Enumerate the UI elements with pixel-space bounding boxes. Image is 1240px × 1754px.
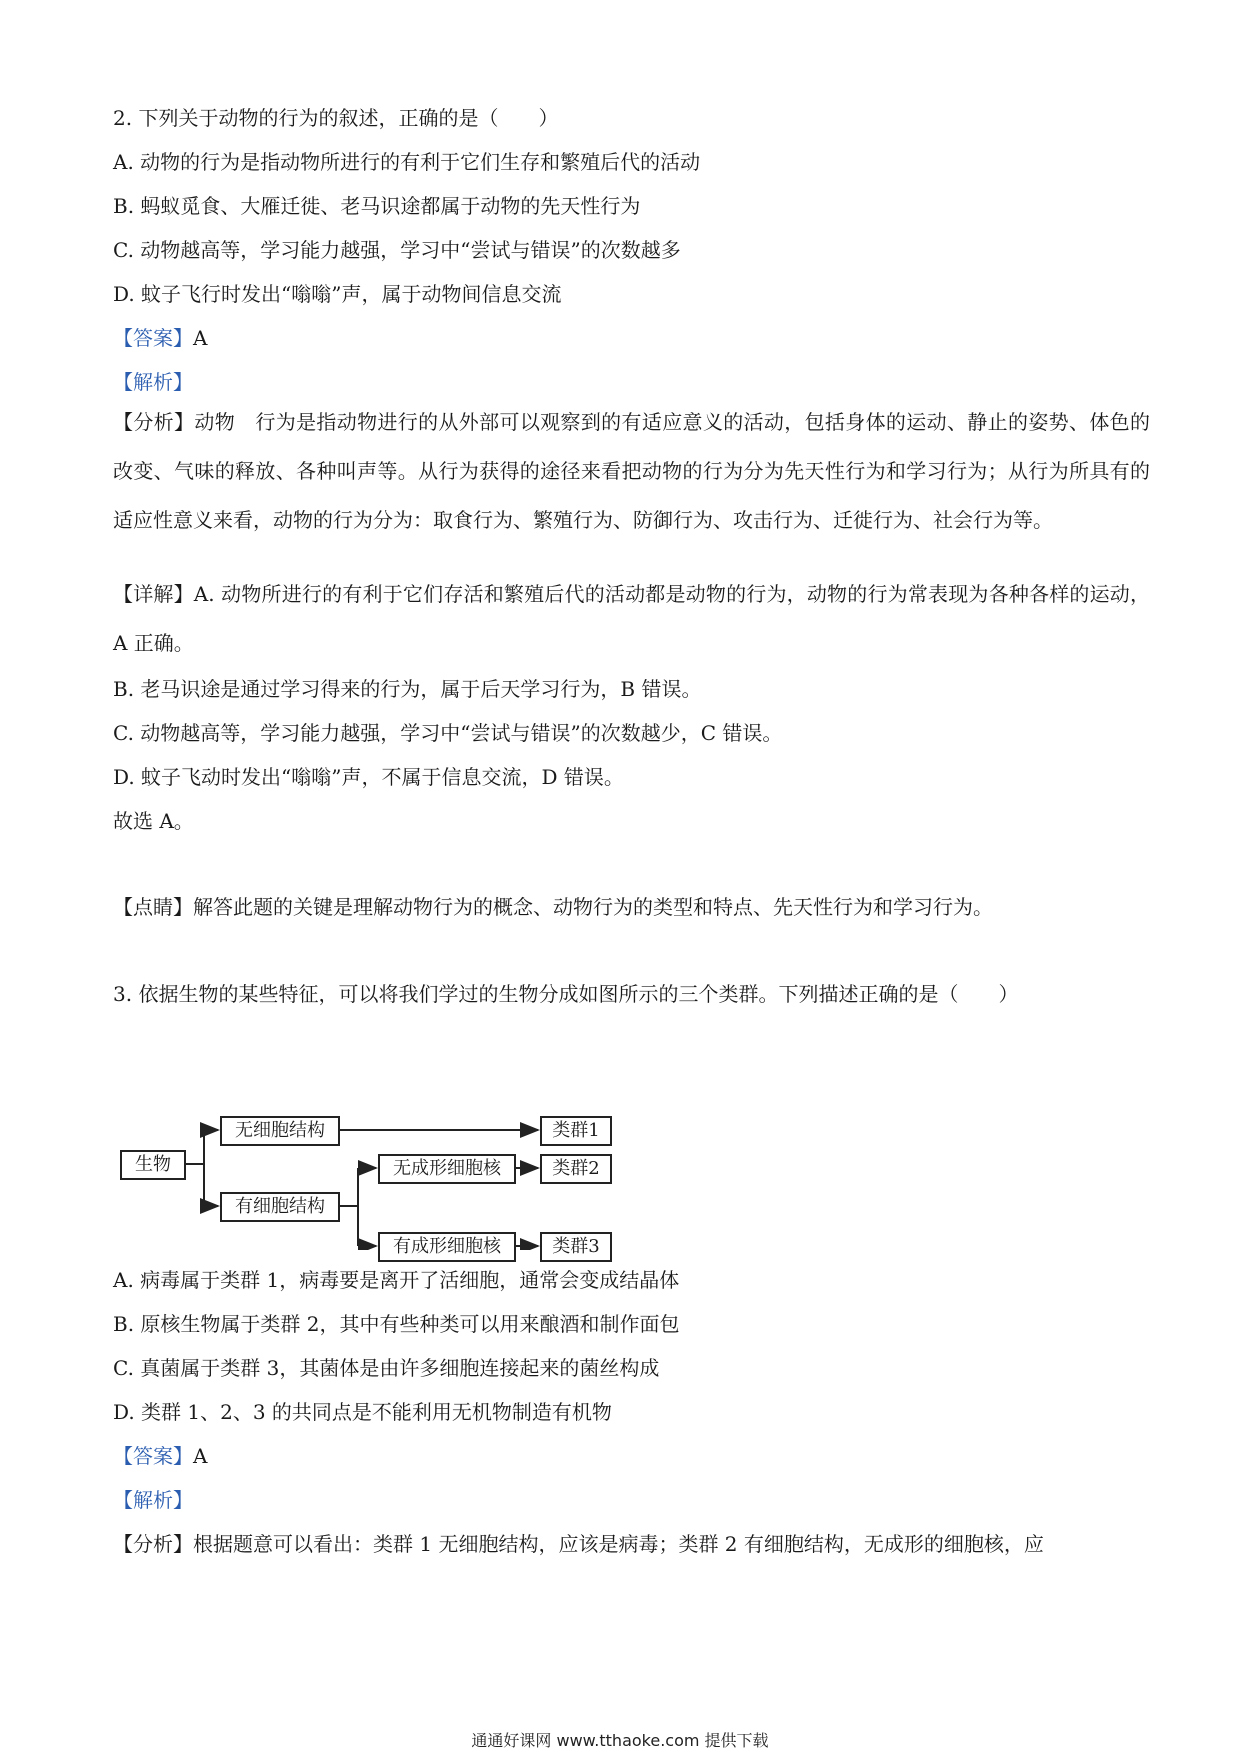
analysis-text: 动物 行为是指动物进行的从外部可以观察到的有适应意义的活动，包括身体的运动、静止的姿势、体色的改变、气味的释放、各种叫声等。从行为获得的途径来看把动物的行为分为先天性行为和学习行为；从行为所具有的适应性意义来看，动物的行为分为：取食行为、繁殖行为、防御行为、攻击行为、迁徙行为、社会行为等。 (113, 410, 1151, 532)
detail-text: A. 动物所进行的有利于它们存活和繁殖后代的活动都是动物的行为，动物的行为常表现为各种各样的运动，A 正确。 (113, 582, 1150, 655)
q2-detail (113, 570, 1150, 668)
q3-option-a: A. 病毒属于类群 1，病毒要是离开了活细胞，通常会变成结晶体 (113, 1268, 680, 1292)
q3-jiexi-label: 【解析】 (113, 1488, 193, 1512)
diagram-root: 生物 (120, 1150, 186, 1180)
detail-label: 【详解】 (113, 582, 194, 606)
q2-detail-c: C. 动物越高等，学习能力越强，学习中“尝试与错误”的次数越少，C 错误。 (113, 721, 783, 745)
q2-option-d: D. 蚊子飞行时发出“嗡嗡”声，属于动物间信息交流 (113, 282, 562, 306)
q3-option-d: D. 类群 1、2、3 的共同点是不能利用无机物制造有机物 (113, 1400, 612, 1424)
answer-label: 【答案】 (113, 326, 193, 350)
diagram-has-cell: 有细胞结构 (220, 1192, 340, 1222)
diagram-group-3: 类群3 (540, 1232, 612, 1262)
diagram-group-1: 类群1 (540, 1116, 612, 1146)
diagram-no-cell: 无细胞结构 (220, 1116, 340, 1146)
classification-diagram (118, 1120, 678, 1257)
q2-option-b: B. 蚂蚁觅食、大雁迁徙、老马识途都属于动物的先天性行为 (113, 194, 641, 218)
q2-jiexi-label: 【解析】 (113, 370, 193, 394)
analysis-label: 【分析】 (113, 410, 195, 434)
q3-option-c: C. 真菌属于类群 3，其菌体是由许多细胞连接起来的菌丝构成 (113, 1356, 660, 1380)
answer-value: A (193, 326, 208, 350)
q2-option-c: C. 动物越高等，学习能力越强，学习中“尝试与错误”的次数越多 (113, 238, 681, 262)
q3-analysis: 【分析】根据题意可以看出：类群 1 无细胞结构，应该是病毒；类群 2 有细胞结构，无成形的细胞核，应 (113, 1532, 1044, 1556)
q2-analysis (113, 398, 1150, 545)
q2-conclusion: 故选 A。 (113, 809, 194, 833)
q2-dianjing: 【点睛】解答此题的关键是理解动物行为的概念、动物行为的类型和特点、先天性行为和学习行为。 (113, 895, 993, 919)
q2-answer (113, 324, 1150, 352)
q2-option-a: A. 动物的行为是指动物所进行的有利于它们生存和繁殖后代的活动 (113, 150, 701, 174)
q2-detail-b: B. 老马识途是通过学习得来的行为，属于后天学习行为，B 错误。 (113, 677, 702, 701)
q3-answer (113, 1442, 1150, 1470)
q3-option-b: B. 原核生物属于类群 2，其中有些种类可以用来酿酒和制作面包 (113, 1312, 680, 1336)
diagram-has-nucleus: 有成形细胞核 (378, 1232, 516, 1262)
page-footer: 通通好课网 www.tthaoke.com 提供下载 (471, 1731, 769, 1750)
diagram-no-nucleus: 无成形细胞核 (378, 1154, 516, 1184)
diagram-group-2: 类群2 (540, 1154, 612, 1184)
answer-value: A (193, 1444, 208, 1468)
q2-detail-d: D. 蚊子飞动时发出“嗡嗡”声，不属于信息交流，D 错误。 (113, 765, 624, 789)
q2-stem: 2. 下列关于动物的行为的叙述，正确的是（ ） (113, 106, 559, 130)
q3-stem: 3. 依据生物的某些特征，可以将我们学过的生物分成如图所示的三个类群。下列描述正确的是（ ） (113, 982, 1019, 1006)
answer-label: 【答案】 (113, 1444, 193, 1468)
